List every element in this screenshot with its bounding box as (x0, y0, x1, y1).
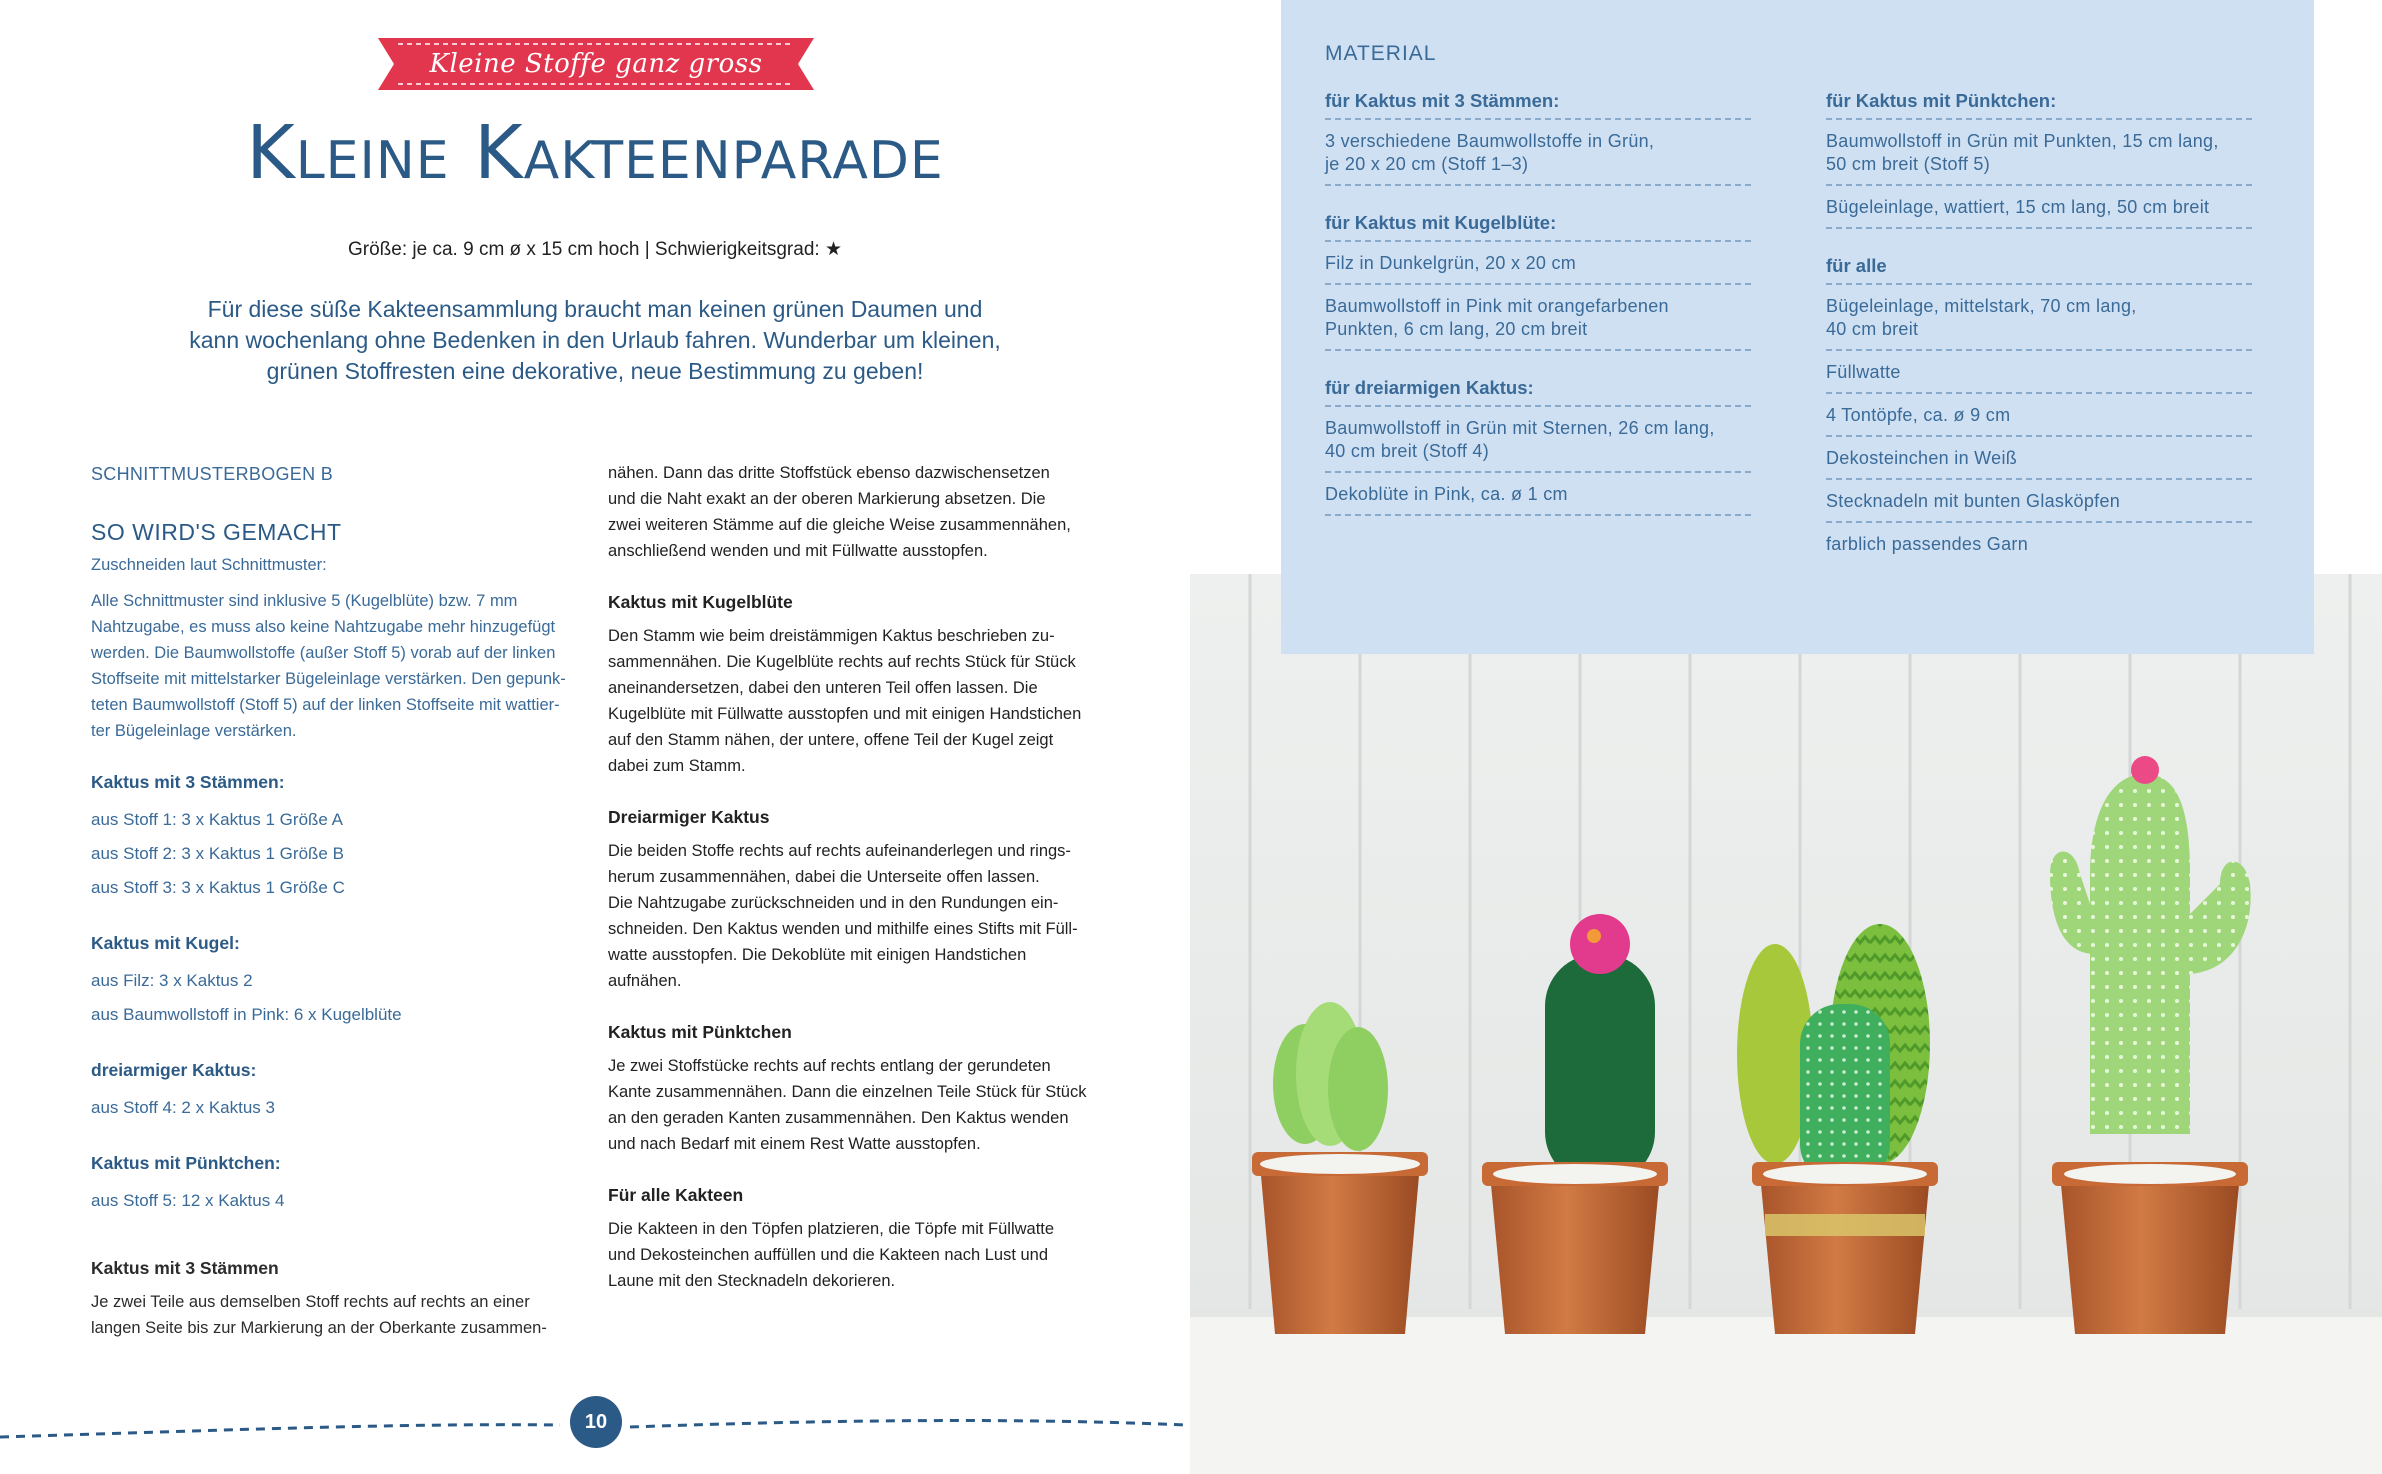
step-heading: Dreiarmiger Kaktus (608, 807, 770, 827)
group-heading: Kaktus mit Kugel: (91, 933, 240, 953)
step-text-line: Je zwei Teile aus demselben Stoff rechts auf rechts an einer (91, 1293, 530, 1311)
step-text-line: an den geraden Kanten zusammennähen. Den Kaktus wenden (608, 1109, 1069, 1127)
material-item: Dekoblüte in Pink, ca. ø 1 cm (1325, 473, 1751, 516)
step-heading: Für alle Kakteen (608, 1185, 744, 1205)
page-number: 10 (570, 1396, 622, 1448)
material-item: Bügeleinlage, mittelstark, 70 cm lang, 40 cm breit (1826, 285, 2252, 351)
size-difficulty: Größe: je ca. 9 cm ø x 15 cm hoch | Schwierigkeitsgrad: ★ (348, 239, 842, 260)
instructions-column-1 (91, 460, 581, 1341)
material-item: Bügeleinlage, wattiert, 15 cm lang, 50 cm breit (1826, 186, 2252, 229)
material-group-heading: für dreiarmigen Kaktus: (1325, 377, 1751, 407)
banner-text: Kleine Stoffe ganz gross (429, 49, 763, 79)
intro-line: kann wochenlang ohne Bedenken in den Urlaub fahren. Wunderbar um kleinen, (189, 327, 1001, 353)
cut-text-line: Stoffseite mit mittelstarker Bügeleinlage verstärken. Den gepunk- (91, 670, 566, 688)
instructions-column-2 (608, 460, 1098, 1294)
material-item: Filz in Dunkelgrün, 20 x 20 cm (1325, 242, 1751, 285)
group-line: aus Stoff 3: 3 x Kaktus 1 Größe C (91, 878, 345, 897)
intro-line: grünen Stoffresten eine dekorative, neue Bestimmung zu geben! (266, 358, 924, 384)
step-text-line: Kante zusammennähen. Dann die einzelnen Teile Stück für Stück (608, 1083, 1087, 1101)
step-text-line: und nach Bedarf mit einem Rest Watte ausstopfen. (608, 1135, 981, 1153)
group-line: aus Stoff 2: 3 x Kaktus 1 Größe B (91, 844, 344, 863)
material-group-heading: für Kaktus mit Pünktchen: (1826, 90, 2252, 120)
step-heading: Kaktus mit Kugelblüte (608, 592, 793, 612)
cut-text-line: Nahtzugabe, es muss also keine Nahtzugabe mehr hinzugefügt (91, 618, 556, 636)
material-box (1281, 0, 2314, 654)
group-line: aus Filz: 3 x Kaktus 2 (91, 971, 253, 990)
step-text-line: und die Naht exakt an der oberen Markierung absetzen. Die (608, 490, 1046, 508)
material-item: Dekosteinchen in Weiß (1826, 437, 2252, 480)
intro-line: Für diese süße Kakteensammlung braucht man keinen grünen Daumen und (207, 296, 983, 322)
pattern-sheet-label: SCHNITTMUSTERBOGEN B (91, 464, 334, 484)
group-heading: Kaktus mit 3 Stämmen: (91, 772, 285, 792)
left-page (0, 0, 1190, 1474)
step-text-line: Je zwei Stoffstücke rechts auf rechts entlang der gerundeten (608, 1057, 1051, 1075)
group-line: aus Stoff 4: 2 x Kaktus 3 (91, 1098, 275, 1117)
category-banner (378, 38, 814, 90)
material-group-heading: für Kaktus mit Kugelblüte: (1325, 212, 1751, 242)
material-item: Stecknadeln mit bunten Glasköpfen (1826, 480, 2252, 523)
group-heading: dreiarmiger Kaktus: (91, 1060, 257, 1080)
cut-text-line: Alle Schnittmuster sind inklusive 5 (Kugelblüte) bzw. 7 mm (91, 592, 518, 610)
step-text-line: langen Seite bis zur Markierung an der Oberkante zusammen- (91, 1319, 547, 1337)
step-text-line: aneinandersetzen, dabei den unteren Teil offen lassen. Die (608, 679, 1038, 697)
material-group-heading: für alle (1826, 255, 2252, 285)
material-item: 4 Tontöpfe, ca. ø 9 cm (1826, 394, 2252, 437)
cut-label: Zuschneiden laut Schnittmuster: (91, 556, 327, 574)
step-text-line: Die Kakteen in den Töpfen platzieren, die Töpfe mit Füllwatte (608, 1220, 1055, 1238)
right-page (1190, 0, 2382, 1474)
material-column-b (1826, 90, 2252, 564)
step-text-line: Kugelblüte mit Füllwatte ausstopfen und mit einigen Handstichen (608, 705, 1082, 723)
step-heading: Kaktus mit 3 Stämmen (91, 1258, 279, 1278)
step-text-line: herum zusammennähen, dabei die Unterseite offen lassen. (608, 868, 1040, 886)
material-column-a (1325, 90, 1751, 516)
step-text-line: auf den Stamm nähen, der untere, offene Teil der Kugel zeigt (608, 731, 1054, 749)
group-line: aus Baumwollstoff in Pink: 6 x Kugelblüte (91, 1005, 402, 1024)
step-text-line: watte ausstopfen. Die Dekoblüte mit einigen Handstichen (608, 946, 1027, 964)
page-title: Kleine Kakteenparade (246, 110, 944, 196)
step-text-line: Laune mit den Stecknadeln dekorieren. (608, 1272, 896, 1290)
step-heading: Kaktus mit Pünktchen (608, 1022, 792, 1042)
material-item: Baumwollstoff in Pink mit orangefarbenen Punkten, 6 cm lang, 20 cm breit (1325, 285, 1751, 351)
step-text-line: nähen. Dann das dritte Stoffstück ebenso dazwischensetzen (608, 464, 1050, 482)
material-group-heading: für Kaktus mit 3 Stämmen: (1325, 90, 1751, 120)
intro-text (170, 294, 1020, 387)
material-item: farblich passendes Garn (1826, 534, 2029, 554)
group-line: aus Stoff 5: 12 x Kaktus 4 (91, 1191, 285, 1210)
step-text-line: aufnähen. (608, 972, 682, 990)
group-line: aus Stoff 1: 3 x Kaktus 1 Größe A (91, 810, 343, 829)
step-text-line: Den Stamm wie beim dreistämmigen Kaktus beschrieben zu- (608, 627, 1055, 645)
cactus-photo (1190, 574, 2382, 1474)
how-to-heading: SO WIRD'S GEMACHT (91, 519, 342, 545)
material-item: Füllwatte (1826, 351, 2252, 394)
step-text-line: anschließend wenden und mit Füllwatte ausstopfen. (608, 542, 988, 560)
step-text-line: Die beiden Stoffe rechts auf rechts aufeinanderlegen und rings- (608, 842, 1071, 860)
step-text-line: Die Nahtzugabe zurückschneiden und in den Rundungen ein- (608, 894, 1059, 912)
step-text-line: sammennähen. Die Kugelblüte rechts auf rechts Stück für Stück (608, 653, 1076, 671)
step-text-line: schneiden. Den Kaktus wenden und mithilfe eines Stifts mit Füll- (608, 920, 1078, 938)
material-title: MATERIAL (1325, 42, 1437, 65)
cut-text-line: werden. Die Baumwollstoffe (außer Stoff 5) vorab auf der linken (91, 644, 556, 662)
step-text-line: zwei weiteren Stämme auf die gleiche Weise zusammennähen, (608, 516, 1071, 534)
material-item: Baumwollstoff in Grün mit Sternen, 26 cm lang, 40 cm breit (Stoff 4) (1325, 407, 1751, 473)
material-item: 3 verschiedene Baumwollstoffe in Grün, je 20 x 20 cm (Stoff 1–3) (1325, 120, 1751, 186)
group-heading: Kaktus mit Pünktchen: (91, 1153, 281, 1173)
step-text-line: dabei zum Stamm. (608, 757, 746, 775)
material-item: Baumwollstoff in Grün mit Punkten, 15 cm lang, 50 cm breit (Stoff 5) (1826, 120, 2252, 186)
cut-text-line: ter Bügeleinlage verstärken. (91, 722, 297, 740)
step-text-line: und Dekosteinchen auffüllen und die Kakteen nach Lust und (608, 1246, 1049, 1264)
cut-text-line: teten Baumwollstoff (Stoff 5) auf der linken Stoffseite mit wattier- (91, 696, 560, 714)
